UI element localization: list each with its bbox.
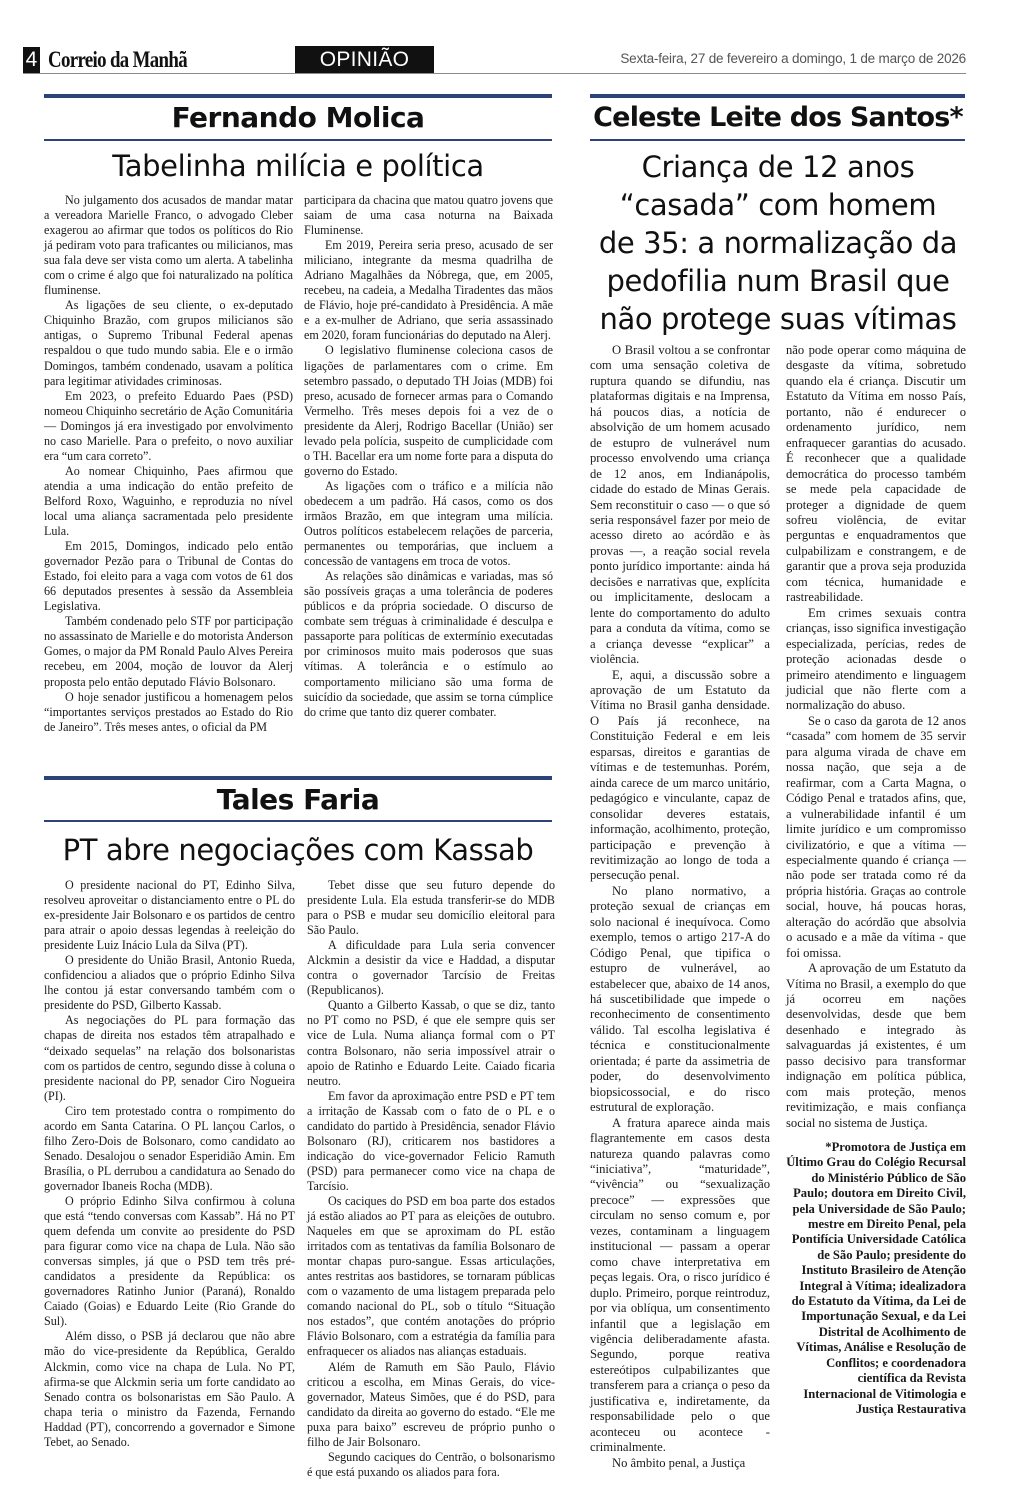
- author-bio: *Promotora de Justiça em Último Grau do Colégio Recursal do Ministério Público de São Paulo; doutora em Direito Civil, pela Universidade de São Paulo; mestre em Direito Penal, pela Pontifícia Universidade Católica de São Paulo; presidente do Instituto Brasileiro de Atenção Integral à Vítima; idealizadora do Estatuto da Vítima, da Lei de Importunação Sexual, e da Lei Distrital de Acolhimento de Vítimas, Análise e Resolução de Conflitos; e coordenadora científica da Revista Internacional de Vitimologia e Justiça Restaurativa: [786, 1140, 966, 1416]
- paragraph: Em crimes sexuais contra crianças, isso significa investigação especializada, perícias, redes de proteção acionadas desde o primeiro atendimento e linguagem judicial que não flerte com a normalização do abuso.: [786, 605, 966, 713]
- author-name: Fernando Molica: [171, 101, 425, 134]
- paragraph: não pode operar como máquina de desgaste da vítima, sobretudo quando ela é criança. Discutir um Estatuto da Vítima em nosso País, portanto, não é endurecer o ordenamento jurídico, nem enfraquecer garantias do acusado. É reconhecer que a qualidade democrática do processo também se mede pela capacidade de proteger a dignidade de quem sofreu violência, de evitar perguntas e enquadramentos que culpabilizam e constrangem, e de garantir que a prova seja produzida com técnica, humanidade e rastreabilidade.: [786, 343, 966, 605]
- paragraph: As relações são dinâmicas e variadas, mas só são possíveis graças a uma tolerância de poderes públicos e da própria sociedade. O discurso de combate sem tréguas à criminalidade é desculpa e passaporte para políticas de extermínio executadas por criminosos muito mais poderosos que suas vítimas. A tolerância e o estímulo ao comportamento miliciano são uma forma de suicídio da sociedade, que assim se torna cúmplice do crime que tanto diz querer combater.: [304, 569, 553, 719]
- paragraph: Segundo caciques do Centrão, o bolsonarismo é que está puxando os aliados para fora.: [307, 1449, 555, 1479]
- paragraph: Quanto a Gilberto Kassab, o que se diz, tanto no PT como no PSD, é que ele sempre quis ser vice de Lula. Numa aliança formal com o PT contra Bolsonaro, não seria impossível atrair o apoio de Ratinho e Eduardo Leite. Caiado ficaria neutro.: [307, 998, 555, 1088]
- paragraph: O Brasil voltou a se confrontar com uma sensação coletiva de ruptura quando se difundiu, nas plataformas digitais e na Imprensa, há poucos dias, a notícia de absolvição de um homem acusado de estupro de vulnerável num processo envolvendo uma criança de 12 anos, em Indianápolis, cidade do estado de Minas Gerais. Sem reconstituir o caso — o que só seria responsável fazer por meio de acesso direto ao acórdão e às provas —, a reação social revela ponto jurídico importante: ainda há decisões e narrativas que, explícita ou implicitamente, deslocam a lente do comportamento do adulto para a conduta da vítima, como se a criança devesse “explicar” a violência.: [590, 343, 770, 667]
- paragraph: As negociações do PL para formação das chapas de direita nos estados têm atrapalhado e “deixado sequelas” na relação dos bolsonaristas com os partidos de centro, segundo disse à coluna o presidente nacional do PP, senador Ciro Nogueira (PI).: [44, 1013, 295, 1103]
- paragraph: As ligações com o tráfico e a milícia não obedecem a um padrão. Há casos, como os dos irmãos Brazão, em que integram uma milícia. Outros políticos estabelecem relações de parceria, permanentes ou temporárias, que incluem a concessão de vantagens em troca de votos.: [304, 478, 553, 569]
- headline-line: não protege suas vítimas: [599, 302, 957, 336]
- paragraph: Em 2019, Pereira seria preso, acusado de ser miliciano, integrante da mesma quadrilha de Adriano Magalhães da Nóbrega, que, em 2005, recebeu, na cadeia, a Medalha Tiradentes das mãos de Flávio, hoje pré-candidato à Presidência. A mãe e a ex-mulher de Adriano, que seria assassinado em 2020, foram funcionárias do deputado na Alerj.: [304, 238, 553, 343]
- headline-line: pedofilia num Brasil que: [606, 264, 950, 298]
- article-headline: PT abre negociações com Kassab: [62, 833, 534, 867]
- article-column-2: [786, 343, 966, 1131]
- author-name: Tales Faria: [216, 783, 380, 816]
- masthead: [23, 46, 966, 74]
- paragraph: Também condenado pelo STF por participação no assassinato de Marielle e do motorista Anderson Gomes, o major da PM Ronald Paulo Alves Pereira recebeu, em 2004, moção de louvor da Alerj proposta pelo então deputado Flávio Bolsonaro.: [44, 614, 293, 689]
- paragraph: Em 2023, o prefeito Eduardo Paes (PSD) nomeou Chiquinho secretário de Ação Comunitária — Domingos já era investigado por envolvimento no caso Marielle. Para o prefeito, o novo auxiliar era “um cara correto”.: [44, 388, 293, 463]
- article-column-2: [307, 878, 555, 1480]
- article-column-1: [44, 193, 293, 735]
- article-column-1: [590, 343, 770, 1471]
- edition-date: Sexta-feira, 27 de fevereiro a domingo, 1 de março de 2026: [620, 51, 966, 66]
- paragraph: Ciro tem protestado contra o rompimento do acordo em Santa Catarina. O PL lançou Carlos, o filho Zero-Dois de Bolsonaro, como candidato ao Senado. Desalojou o senador Esperidião Amin. Em Brasília, o PL derrubou a candidatura ao Senado do governador Ibaneis Rocha (MDB).: [44, 1103, 295, 1193]
- paragraph: A dificuldade para Lula seria convencer Alckmin a desistir da vice e Haddad, a disputar contra o governador Tarcísio de Freitas (Republicanos).: [307, 938, 555, 998]
- section-label: OPINIÃO: [295, 46, 434, 73]
- newspaper-logo: Correio da Manhã: [48, 47, 187, 72]
- paragraph: Além de Ramuth em São Paulo, Flávio criticou a escolha, em Minas Gerais, do vice-governador, Mateus Simões, que é do PSD, para candidato da direita ao governo do estado. “Ele me puxa para baixo” escreveu de próprio punho o filho de Jair Bolsonaro.: [307, 1359, 555, 1449]
- paragraph: A aprovação de um Estatuto da Vítima no Brasil, a exemplo do que já ocorreu em nações desenvolvidas, desde que bem desenhado e integrado às salvaguardas já existentes, é um passo decisivo para transformar indignação em política pública, com mais proteção, menos revitimização, e mais confiança social no sistema de Justiça.: [786, 961, 966, 1130]
- headline-line: Criança de 12 anos: [641, 150, 915, 184]
- author-name: Celeste Leite dos Santos*: [593, 102, 963, 133]
- paragraph: O legislativo fluminense coleciona casos de ligações de parlamentares com o crime. Em setembro passado, o deputado TH Joias (MDB) foi preso, acusado de fornecer armas para o Comando Vermelho. Três meses depois foi a vez de o presidente da Alerj, Rodrigo Bacellar (União) ser levado pela polícia, suspeito de cumplicidade com o TH. Bacellar era um nome forte para a disputa do governo do Estado.: [304, 343, 553, 478]
- headline-line: de 35: a normalização da: [598, 226, 958, 260]
- paragraph: As ligações de seu cliente, o ex-deputado Chiquinho Brazão, com grupos milicianos são antigas, o Supremo Tribunal Federal apenas respaldou o que tudo mundo sabia. Ele e o irmão Domingos, também condenado, usavam a política para legitimar atividades criminosas.: [44, 298, 293, 388]
- paragraph: No âmbito penal, a Justiça: [612, 1455, 746, 1470]
- paragraph: E, aqui, a discussão sobre a aprovação de um Estatuto da Vítima no Brasil ganha densidade. O País já reconhece, na Constituição Federal e em leis esparsas, direitos e garantias de vítimas e de testemunhas. Porém, ainda carece de um marco unitário, pedagógico e vinculante, capaz de consolidar deveres estatais, informação, acolhimento, proteção, participação e prevenção à revitimização ao longo de toda a persecução penal.: [590, 667, 770, 883]
- paragraph: Se o caso da garota de 12 anos “casada” com homem de 35 servir para alguma virada de chave em nossa nação, que seja a de reafirmar, com a Carta Magna, o Código Penal e tratados afins, que, a vulnerabilidade infantil é um limite jurídico e um compromisso civilizatório, e que a vítima — especialmente quando é criança — não pode ser tratada como ré da própria história. Graças ao controle social, houve, há poucas horas, alteração do acórdão que absolvia o acusado e a mãe da vítima - que foi omissa.: [786, 713, 966, 960]
- paragraph: Além disso, o PSB já declarou que não abre mão do vice-presidente da República, Geraldo Alckmin, como vice na chapa de Lula. No PT, afirma-se que Alckmin seria um forte candidato ao Senado contra os bolsonaristas em São Paulo. A chapa teria o ministro da Fazenda, Fernando Haddad (PT), concorrendo a governador e Simone Tebet, ao Senado.: [44, 1329, 295, 1449]
- paragraph: A fratura aparece ainda mais flagrantemente em casos desta natureza quando palavras como “iniciativa”, “maturidade”, “vivência” ou “sexualização precoce” — expressões que circulam no senso comum e, por vezes, contaminam a linguagem institucional — passam a operar como chave interpretativa em peças legais. Ora, o risco jurídico é duplo. Primeiro, porque reintroduz, por via oblíqua, um consentimento infantil que a legislação em vigência deliberadamente afasta. Segundo, porque reativa estereótipos culpabilizantes que transferem para a criança o peso da justificativa e, indiretamente, da responsabilidade pelo o que aconteceu ou acontece - criminalmente.: [590, 1115, 770, 1455]
- paragraph: O hoje senador justificou a homenagem pelos “importantes serviços prestados ao Estado do Rio de Janeiro”. Três meses antes, o oficial da PM: [44, 689, 293, 734]
- paragraph: O presidente do União Brasil, Antonio Rueda, confidenciou a aliados que o próprio Edinho Silva lhe contou já estar conversando também com o presidente do PSD, Gilberto Kassab.: [44, 953, 295, 1013]
- paragraph: Ao nomear Chiquinho, Paes afirmou que atendia a uma indicação do então prefeito de Belford Roxo, Waguinho, e reproduzia no nível local uma aliança sacramentada pelo presidente Lula.: [44, 463, 293, 539]
- paragraph: Os caciques do PSD em boa parte dos estados já estão aliados ao PT para as eleições de outubro. Naqueles em que se aproximam do PL estão irritados com as tentativas da família Bolsonaro de montar chapas puro-sangue. Essas articulações, antes restritas aos bastidores, se tornaram públicas com o vazamento de uma listagem preparada pelo comando nacional do PL, sob o título “Situação nos estados”, que contém anotações do próprio Flávio Bolsonaro, com a estratégia da família para enfraquecer os aliados nas alianças estaduais.: [307, 1193, 555, 1359]
- author-rule-bottom: [44, 139, 552, 141]
- author-rule-bottom: [44, 820, 552, 822]
- author-rule-bottom: [590, 139, 965, 141]
- paragraph: Em 2015, Domingos, indicado pelo então governador Pezão para o Tribunal de Contas do Estado, foi eleito para a vaga com votos de 61 dos 66 deputados presentes à sessão da Assembleia Legislativa.: [44, 539, 293, 614]
- article-column-1: [44, 878, 295, 1450]
- article-headline: [582, 148, 974, 338]
- paragraph: No julgamento dos acusados de mandar matar a vereadora Marielle Franco, o advogado Cleber exagerou ao afirmar que todos os políticos do Rio já pediram voto para traficantes ou milicianos, mas sua fala deve ser vista como um alerta. A tabelinha com o crime é algo que foi naturalizado na política fluminense.: [44, 193, 293, 298]
- article-column-2: [304, 193, 553, 720]
- headline-line: “casada” com homem: [619, 188, 937, 222]
- paragraph: participara da chacina que matou quatro jovens que saiam de uma casa noturna na Baixada Fluminense.: [304, 193, 553, 238]
- paragraph: Tebet disse que seu futuro depende do presidente Lula. Ela estuda transferir-se do MDB para o PSB e mudar seu domicílio eleitoral para São Paulo.: [307, 878, 555, 938]
- paragraph: Em favor da aproximação entre PSD e PT tem a irritação de Kassab com o fato de o PL e o candidato do partido à Presidência, senador Flávio Bolsonaro (RJ), criticarem nos bastidores a indicação do vice-governador Felicio Ramuth (PSD) para permanecer como vice na chapa de Tarcísio.: [307, 1088, 555, 1193]
- paragraph: No plano normativo, a proteção sexual de crianças em solo nacional é inequívoca. Como exemplo, temos o artigo 217-A do Código Penal, que tipifica o estupro de vulnerável, ao estabelecer que, abaixo de 14 anos, há suscetibilidade que impede o reconhecimento de consentimento válido. Tal escolha legislativa é técnica e constitucionalmente orientada; é parte da assimetria de poder, do desenvolvimento biopsicossocial, e do risco estrutural de exploração.: [590, 883, 770, 1115]
- paragraph: O próprio Edinho Silva confirmou à coluna que está “tendo conversas com Kassab”. Há no PT quem defenda um convite ao presidente do PSD para figurar como vice na chapa de Lula. Não são conversas simples, já que o PSD tem três pré-candidatos a presidente da República: os governadores Ratinho Junior (Paraná), Ronaldo Caiado (Goias) e Eduardo Leite (Rio Grande do Sul).: [44, 1193, 295, 1329]
- page-number: 4: [23, 47, 40, 73]
- article-headline: Tabelinha milícia e política: [112, 149, 484, 183]
- paragraph: O presidente nacional do PT, Edinho Silva, resolveu aproveitar o distanciamento entre o PL do ex-presidente Jair Bolsonaro e os partidos de centro para atrair o apoio dessas legendas à reeleição do presidente Luiz Inácio Lula da Silva (PT).: [44, 878, 295, 953]
